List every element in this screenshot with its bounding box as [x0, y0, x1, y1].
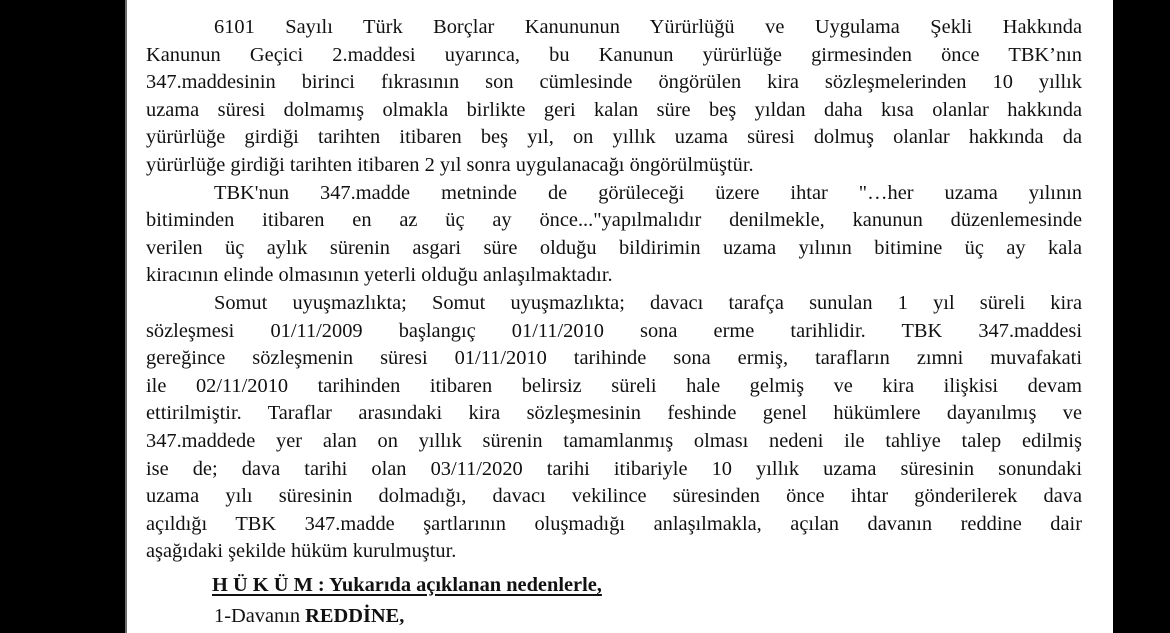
paragraph-2: [146, 180, 1082, 290]
text-line: bitiminden itibaren en az üç ay önce..."yapılmalıdır denilmekle, kanunun düzenlemesinde: [146, 209, 1082, 232]
paragraph-3: [146, 290, 1082, 566]
text-line: 347.maddesinin birinci fıkrasının son cümlesinde öngörülen kira sözleşmelerinden 10 yıllık: [146, 71, 1082, 94]
text-line: uzama süresi dolmamış olmakla birlikte geri kalan süre beş yıldan daha kısa olanlar hakkında: [146, 98, 1082, 121]
text-line: verilen üç aylık sürenin asgari süre olduğu bildirimin uzama yılının bitimine üç ay kala: [146, 236, 1082, 259]
text-line: yürürlüğe girdiği tarihten itibaren beş yıl, on yıllık uzama süresi dolmuş olanlar hakkında da: [146, 126, 1082, 149]
text-line: 6101 Sayılı Türk Borçlar Kanununun Yürürlüğü ve Uygulama Şekli Hakkında: [214, 16, 1082, 38]
document-body: [146, 14, 1082, 632]
text-line: aşağıdaki şekilde hüküm kurulmuştur.: [146, 540, 457, 563]
text-line: sözleşmesi 01/11/2009 başlangıç 01/11/2010 sona erme tarihlidir. TBK 347.maddesi: [146, 319, 1082, 342]
paragraph-1: [146, 14, 1082, 180]
verdict-heading: H Ü K Ü M : Yukarıda açıklanan nedenlerle,: [212, 573, 602, 596]
page-edge: [125, 0, 127, 633]
text-line: ile 02/11/2010 tarihinden itibaren belirsiz süreli hale gelmiş ve kira ilişkisi devam: [146, 374, 1082, 397]
verdict-item-1: [146, 600, 1082, 632]
text-line: 347.maddede yer alan on yıllık sürenin tamamlanmış olması nedeni ile tahliye talep edilmiş: [146, 429, 1082, 452]
text-line: yürürlüğe girdiği tarihten itibaren 2 yıl sonra uygulanacağı öngörülmüştür.: [146, 153, 754, 176]
document-page: [125, 0, 1113, 633]
text-line: Somut uyuşmazlıkta; Somut uyuşmazlıkta; davacı tarafça sunulan 1 yıl süreli kira: [214, 291, 1082, 314]
text-line: kiracının elinde olmasının yeterli olduğu anlaşılmaktadır.: [146, 264, 613, 287]
text-line: açıldığı TBK 347.madde şartlarının oluşmadığı anlaşılmakla, açılan davanın reddine dair: [146, 512, 1082, 535]
text-line: TBK'nun 347.madde metninde de görüleceği üzere ihtar "…her uzama yılının: [214, 181, 1082, 204]
text-line: ettirilmiştir. Taraflar arasındaki kira sözleşmesinin feshinde genel hükümlere dayanılmış ve: [146, 402, 1082, 425]
text-line: Kanunun Geçici 2.maddesi uyarınca, bu Kanunun yürürlüğe girmesinden önce TBK’nın: [146, 43, 1082, 66]
text-line: uzama yılı süresinin dolmadığı, davacı vekilince süresinden önce ihtar gönderilerek dava: [146, 485, 1082, 508]
text-line: gereğince sözleşmenin süresi 01/11/2010 tarihinde sona ermiş, tarafların zımni muvafakati: [146, 347, 1082, 370]
verdict-item-prefix: 1-Davanın: [214, 604, 306, 627]
text-line: ise de; dava tarihi olan 03/11/2020 tarihi itibariyle 10 yıllık uzama süresinin sonundaki: [146, 457, 1082, 480]
verdict-item-decision: REDDİNE,: [305, 604, 405, 627]
